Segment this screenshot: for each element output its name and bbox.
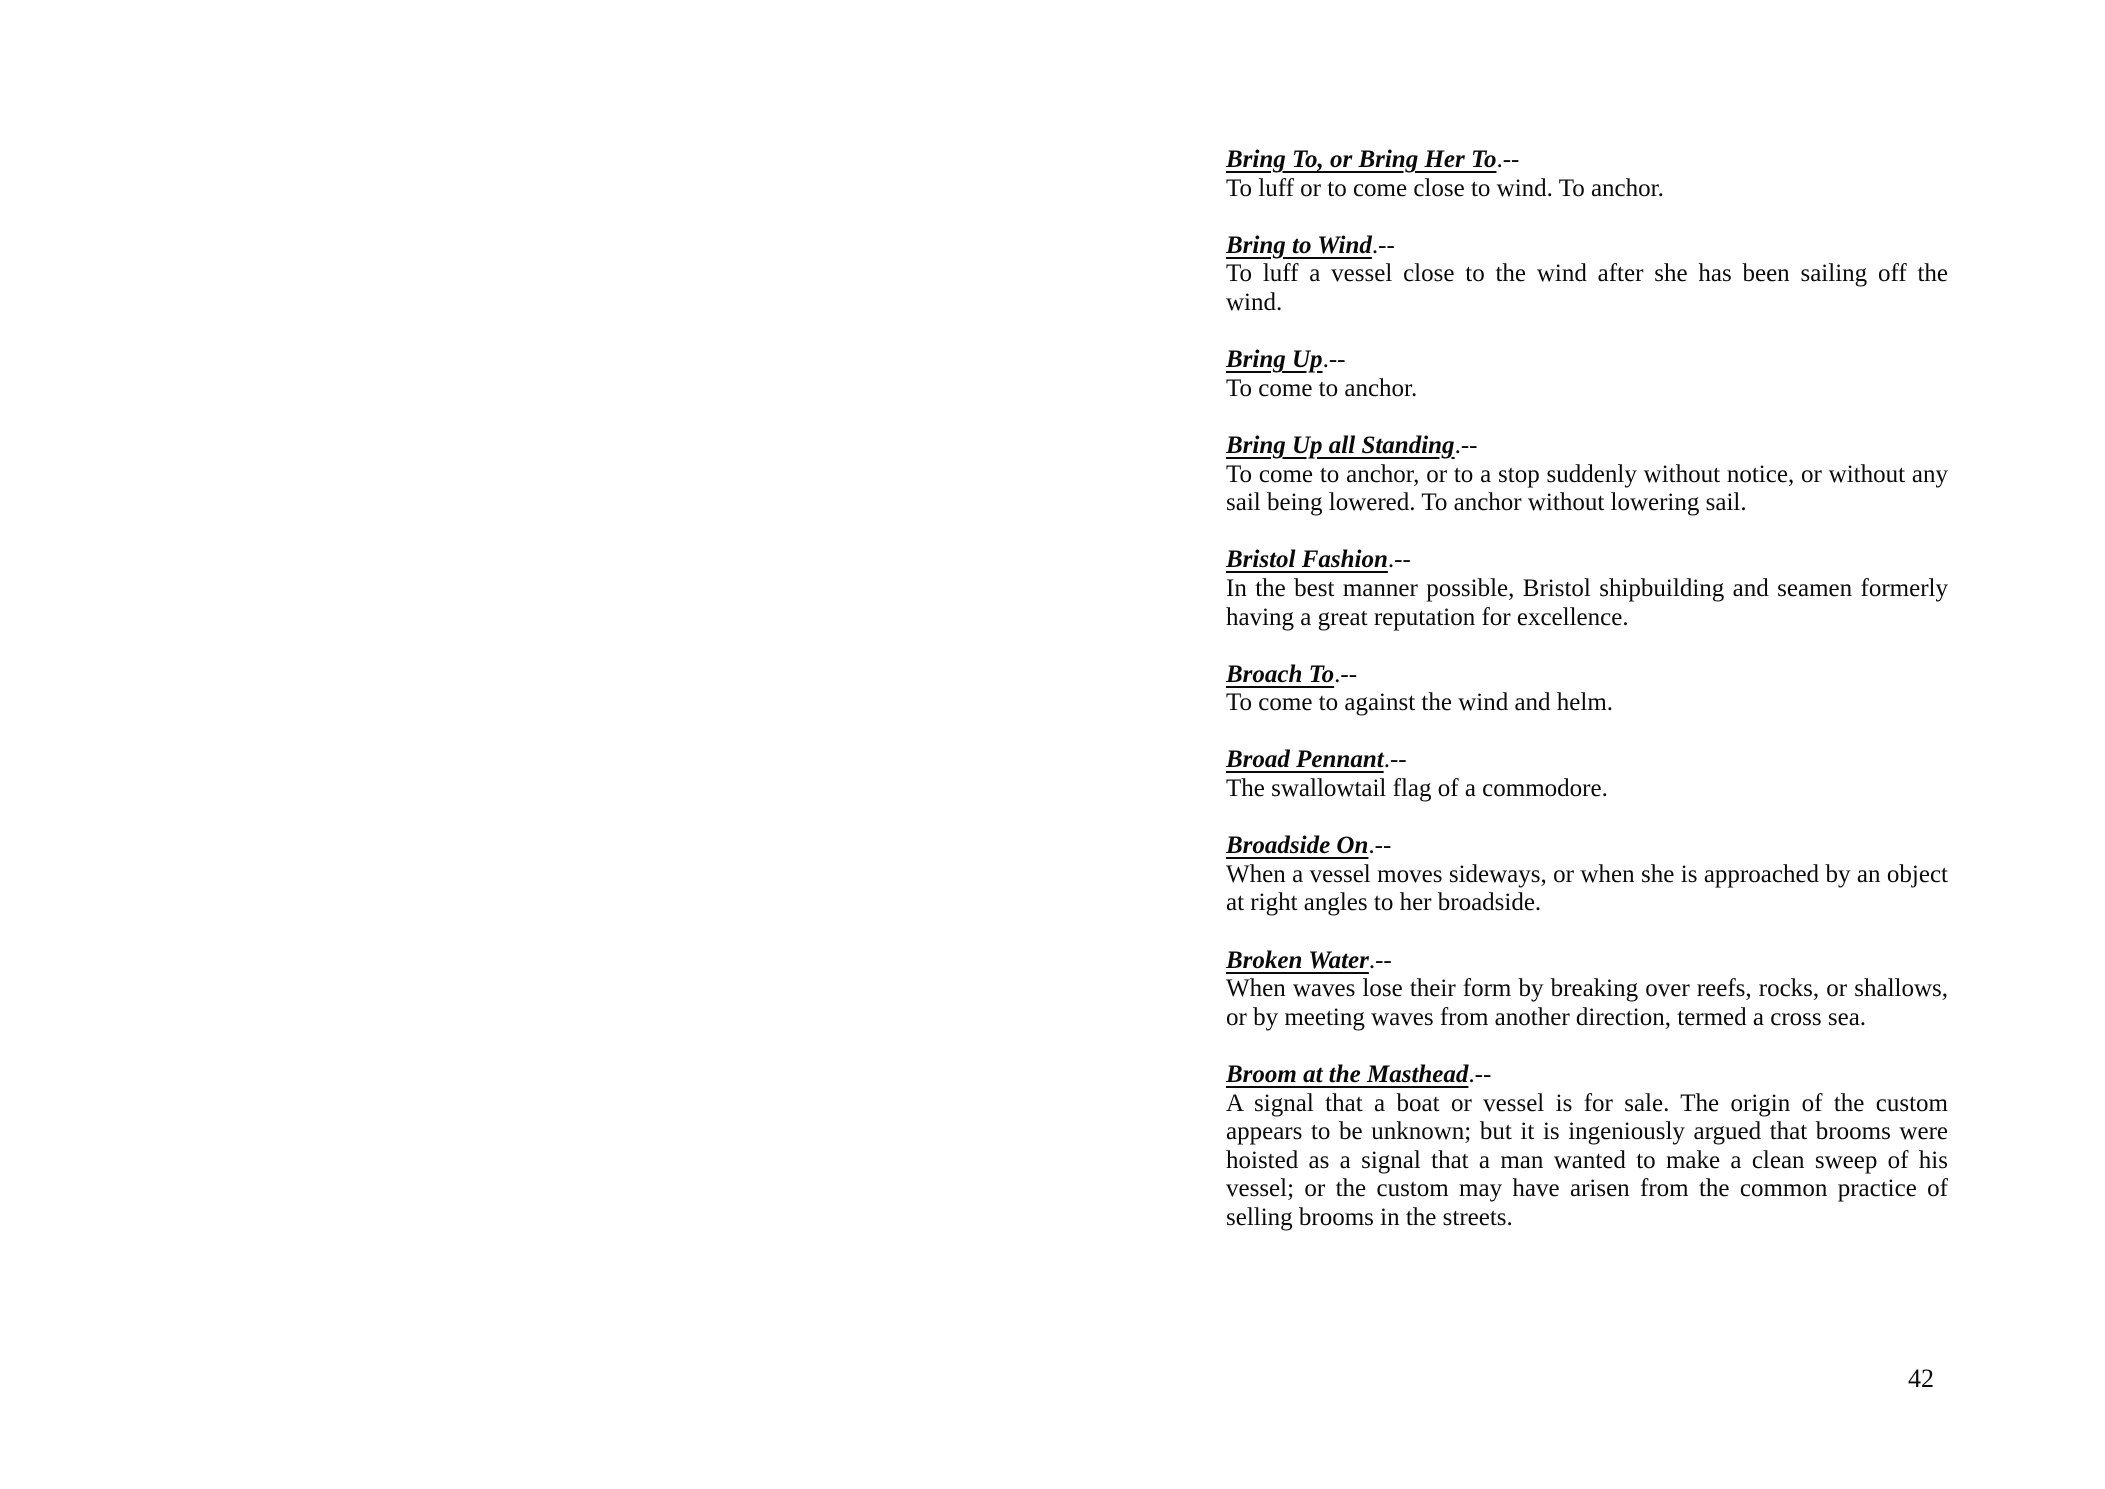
definition-line: To luff a vessel close to the wind after she has been sailing off the <box>1226 260 1948 288</box>
definition-line: When a vessel moves sideways, or when she is approached by an object <box>1226 860 1948 888</box>
entry-definition <box>1226 689 1948 718</box>
entry-definition <box>1226 1090 1948 1233</box>
definition-line: To come to anchor, or to a stop suddenly without notice, or without any <box>1226 460 1948 488</box>
definition-line: sail being lowered. To anchor without lowering sail. <box>1226 489 1747 517</box>
term-text: Broom at the Masthead <box>1226 1061 1469 1088</box>
term-text: Bring Up <box>1226 346 1323 374</box>
glossary-entry <box>1226 232 1948 318</box>
entry-definition <box>1226 461 1948 518</box>
term-text: Bring Up all Standing <box>1226 431 1455 459</box>
term-suffix: .-- <box>1496 146 1520 173</box>
entry-term <box>1226 1061 1948 1090</box>
definition-line: When waves lose their form by breaking over reefs, rocks, or shallows, <box>1226 975 1948 1003</box>
entry-term <box>1226 346 1948 375</box>
term-suffix: .-- <box>1371 231 1395 259</box>
entry-definition <box>1226 975 1948 1032</box>
entry-definition <box>1226 575 1948 632</box>
term-text: Broken Water <box>1226 946 1369 974</box>
definition-line: The swallowtail flag of a commodore. <box>1226 775 1608 803</box>
definition-line: or by meeting waves from another direction, termed a cross sea. <box>1226 1003 1867 1031</box>
entry-term <box>1226 947 1948 976</box>
glossary-entry <box>1226 746 1948 803</box>
term-text: Broach To <box>1226 660 1335 688</box>
definition-line: To come to anchor. <box>1226 374 1418 402</box>
glossary-entry <box>1226 546 1948 632</box>
entry-term <box>1226 832 1948 861</box>
term-suffix: .-- <box>1322 346 1346 374</box>
entry-term <box>1226 432 1948 461</box>
term-suffix: .-- <box>1368 832 1392 860</box>
definition-line: To come to against the wind and helm. <box>1226 689 1614 717</box>
definition-line: In the best manner possible, Bristol shipbuilding and seamen formerly <box>1226 574 1948 602</box>
term-text: Bristol Fashion <box>1226 546 1388 574</box>
definition-line: wind. <box>1226 288 1283 316</box>
glossary-entry <box>1226 832 1948 918</box>
term-suffix: .-- <box>1468 1061 1492 1088</box>
definition-line: To luff or to come close to wind. To anchor. <box>1226 174 1664 202</box>
entry-definition <box>1226 861 1948 918</box>
definition-line: having a great reputation for excellence. <box>1226 603 1629 631</box>
entry-definition <box>1226 375 1948 404</box>
definition-line: A signal that a boat or vessel is for sale. The origin of the custom <box>1226 1089 1948 1117</box>
definition-line: at right angles to her broadside. <box>1226 889 1542 917</box>
entry-term <box>1226 661 1948 690</box>
glossary-column <box>1226 146 1948 1261</box>
page-number: 42 <box>1908 1364 1934 1393</box>
entry-definition <box>1226 175 1948 204</box>
definition-line: hoisted as a signal that a man wanted to make a clean sweep of his <box>1226 1146 1948 1174</box>
term-text: Broad Pennant <box>1226 746 1384 774</box>
entry-term <box>1226 546 1948 575</box>
term-suffix: .-- <box>1383 746 1407 774</box>
entry-term <box>1226 232 1948 261</box>
entry-term <box>1226 746 1948 775</box>
term-text: Bring To, or Bring Her To <box>1226 146 1497 173</box>
definition-line: vessel; or the custom may have arisen from the common practice of <box>1226 1175 1948 1203</box>
glossary-entry <box>1226 661 1948 718</box>
entry-term <box>1226 146 1948 175</box>
glossary-entry <box>1226 432 1948 518</box>
term-suffix: .-- <box>1387 546 1411 574</box>
term-suffix: .-- <box>1334 660 1358 688</box>
glossary-entry <box>1226 346 1948 403</box>
term-suffix: .-- <box>1454 431 1478 459</box>
term-text: Broadside On <box>1226 832 1369 860</box>
term-suffix: .-- <box>1368 946 1392 974</box>
entry-definition <box>1226 775 1948 804</box>
definition-line: appears to be unknown; but it is ingeniously argued that brooms were <box>1226 1118 1948 1146</box>
term-text: Bring to Wind <box>1226 231 1372 259</box>
glossary-entry <box>1226 1061 1948 1233</box>
glossary-entry <box>1226 947 1948 1033</box>
glossary-entry <box>1226 146 1948 203</box>
entry-definition <box>1226 260 1948 317</box>
definition-line: selling brooms in the streets. <box>1226 1203 1513 1231</box>
